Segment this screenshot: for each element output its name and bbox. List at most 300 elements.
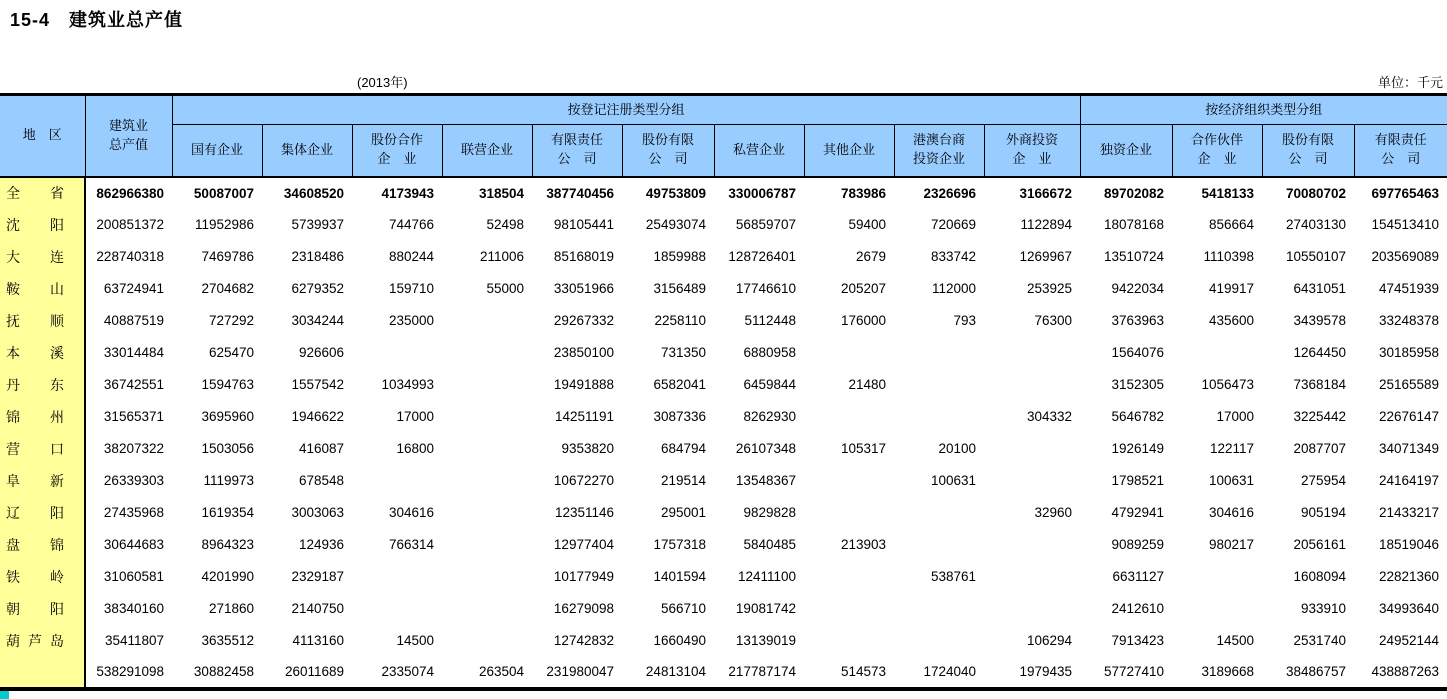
- value-cell: 52498: [486, 217, 524, 232]
- value-cell: 128726401: [728, 249, 796, 264]
- value-cell: 793: [953, 313, 976, 328]
- value-cell: 31565371: [103, 409, 164, 424]
- region-cell: 大连: [0, 241, 85, 273]
- value-cell: 6459844: [743, 377, 796, 392]
- value-cell: 32960: [1034, 505, 1073, 520]
- value-cell: 271860: [208, 601, 254, 616]
- value-cell: 36742551: [103, 377, 164, 392]
- value-cell: 6431051: [1293, 281, 1347, 296]
- value-cell: [984, 369, 1080, 401]
- region-cell: 丹东: [0, 369, 85, 401]
- value-cell: 3189668: [1201, 664, 1255, 679]
- value-cell: 538761: [930, 569, 976, 584]
- value-cell: 16800: [396, 441, 434, 456]
- page-header: [0, 0, 1447, 93]
- value-cell: [442, 625, 532, 657]
- table-row: [0, 465, 1447, 497]
- value-cell: 27403130: [1285, 217, 1347, 232]
- value-cell: 5112448: [744, 313, 796, 328]
- region-cell: 锦州: [0, 401, 85, 433]
- value-cell: 304332: [1026, 409, 1073, 424]
- value-cell: 6631127: [1112, 569, 1165, 584]
- col-header-private: 私营企业: [714, 125, 804, 177]
- value-cell: 10550107: [1285, 249, 1347, 264]
- value-cell: 1946622: [291, 409, 344, 424]
- value-cell: 862966380: [96, 185, 164, 201]
- value-cell: 926606: [298, 345, 344, 360]
- col-header-partnership: 合作伙伴 企 业: [1172, 125, 1262, 177]
- value-cell: 159710: [388, 281, 434, 296]
- value-cell: [804, 465, 894, 497]
- value-cell: 2679: [855, 249, 886, 264]
- value-cell: [352, 561, 442, 593]
- value-cell: 50087007: [193, 185, 254, 201]
- value-cell: 5840485: [743, 537, 796, 552]
- value-cell: [442, 433, 532, 465]
- value-cell: 2704682: [201, 281, 254, 296]
- value-cell: 304616: [1208, 505, 1255, 520]
- value-cell: 1269967: [1019, 249, 1073, 264]
- value-cell: 980217: [1208, 537, 1255, 552]
- value-cell: [894, 369, 984, 401]
- value-cell: [984, 337, 1080, 369]
- value-cell: 2329187: [291, 569, 344, 584]
- value-cell: 8964323: [201, 537, 254, 552]
- value-cell: 1122894: [1020, 217, 1073, 232]
- region-cell: 抚顺: [0, 305, 85, 337]
- value-cell: 34071349: [1378, 441, 1440, 456]
- col-header-share-cooperative: 股份合作 企 业: [352, 125, 442, 177]
- value-cell: 213903: [840, 537, 886, 552]
- value-cell: [984, 465, 1080, 497]
- value-cell: 16279098: [553, 601, 614, 616]
- col-header-state-owned: 国有企业: [172, 125, 262, 177]
- value-cell: 122117: [1210, 441, 1255, 456]
- value-cell: 1859988: [653, 249, 706, 264]
- value-cell: [894, 401, 984, 433]
- value-cell: 14251191: [554, 409, 614, 424]
- value-cell: [442, 305, 532, 337]
- value-cell: 4113160: [292, 633, 344, 648]
- value-cell: 12411100: [737, 569, 796, 584]
- table-row: [0, 177, 1447, 209]
- value-cell: 33014484: [103, 345, 164, 360]
- table-row: [0, 369, 1447, 401]
- value-cell: 105317: [840, 441, 886, 456]
- value-cell: 124936: [298, 537, 344, 552]
- region-cell: 沈阳: [0, 209, 85, 241]
- value-cell: 697765463: [1371, 185, 1440, 201]
- value-cell: 3003063: [291, 505, 344, 520]
- col-header-other: 其他企业: [804, 125, 894, 177]
- value-cell: 438887263: [1371, 664, 1440, 679]
- value-cell: [804, 625, 894, 657]
- value-cell: 219514: [660, 473, 706, 488]
- value-cell: 387740456: [546, 185, 614, 201]
- value-cell: 13139019: [735, 633, 796, 648]
- value-cell: 880244: [388, 249, 434, 264]
- value-cell: 625470: [208, 345, 254, 360]
- value-cell: 514573: [840, 664, 886, 679]
- value-cell: 200851372: [96, 217, 164, 232]
- value-cell: [442, 497, 532, 529]
- value-cell: 21480: [848, 377, 886, 392]
- value-cell: 1564076: [1111, 345, 1165, 360]
- value-cell: 47451939: [1378, 281, 1440, 296]
- region-cell: 营口: [0, 433, 85, 465]
- table-row: [0, 209, 1447, 241]
- value-cell: 5418133: [1201, 185, 1255, 201]
- value-cell: 56859707: [735, 217, 796, 232]
- value-cell: 176000: [840, 313, 886, 328]
- value-cell: 76300: [1034, 313, 1073, 328]
- value-cell: 3156489: [653, 281, 706, 296]
- value-cell: 783986: [840, 185, 886, 201]
- value-cell: 6582041: [653, 377, 706, 392]
- region-cell: 辽阳: [0, 497, 85, 529]
- value-cell: 766314: [388, 537, 434, 552]
- value-cell: 33051966: [553, 281, 614, 296]
- value-cell: [804, 593, 894, 625]
- col-header-sole-proprietorship: 独资企业: [1080, 125, 1172, 177]
- value-cell: 933910: [1300, 601, 1347, 616]
- sheet-corner-artifact: [0, 691, 9, 699]
- region-cell: 盘锦: [0, 529, 85, 561]
- page-title: 15-4 建筑业总产值: [10, 10, 184, 30]
- value-cell: 235000: [388, 313, 434, 328]
- value-cell: 19081742: [735, 601, 796, 616]
- value-cell: 205207: [840, 281, 886, 296]
- value-cell: 14500: [396, 633, 434, 648]
- col-header-hk-macao-taiwan: 港澳台商 投资企业: [894, 125, 984, 177]
- value-cell: 419917: [1208, 281, 1255, 296]
- value-cell: 1503056: [201, 441, 254, 456]
- value-cell: 1660490: [653, 633, 706, 648]
- value-cell: 1401594: [653, 569, 706, 584]
- table-row: [0, 625, 1447, 657]
- value-cell: 10177949: [553, 569, 614, 584]
- value-cell: 684794: [660, 441, 706, 456]
- value-cell: 7368184: [1293, 377, 1347, 392]
- value-cell: 24952144: [1378, 633, 1440, 648]
- value-cell: 9353820: [561, 441, 614, 456]
- value-cell: 24164197: [1378, 473, 1440, 488]
- value-cell: [1172, 593, 1262, 625]
- table-header: [0, 95, 1447, 177]
- table-row: [0, 561, 1447, 593]
- value-cell: 11952986: [194, 217, 254, 232]
- value-cell: 12977404: [553, 537, 614, 552]
- region-cell: 朝阳: [0, 593, 85, 625]
- value-cell: [352, 337, 442, 369]
- value-cell: 29267332: [553, 313, 614, 328]
- value-cell: 100631: [1208, 473, 1255, 488]
- value-cell: [442, 369, 532, 401]
- value-cell: 2140750: [291, 601, 344, 616]
- value-cell: [984, 433, 1080, 465]
- value-cell: 1724040: [923, 664, 976, 679]
- value-cell: 1594763: [201, 377, 254, 392]
- value-cell: [442, 337, 532, 369]
- value-cell: 275954: [1300, 473, 1347, 488]
- value-cell: 25493074: [645, 217, 706, 232]
- value-cell: 744766: [388, 217, 434, 232]
- value-cell: 833742: [930, 249, 976, 264]
- col-header-limited-liability-econ: 有限责任 公 司: [1354, 125, 1447, 177]
- value-cell: 304616: [388, 505, 434, 520]
- value-cell: 12742832: [553, 633, 614, 648]
- value-cell: [894, 593, 984, 625]
- table-body: [0, 177, 1447, 689]
- table-row: [0, 529, 1447, 561]
- value-cell: 1798521: [1111, 473, 1165, 488]
- value-cell: 18078168: [1103, 217, 1165, 232]
- value-cell: 26107348: [735, 441, 796, 456]
- year-subtitle: (2013年): [357, 75, 408, 90]
- region-cell: 阜新: [0, 465, 85, 497]
- value-cell: 9089259: [1111, 537, 1165, 552]
- value-cell: 26339303: [103, 473, 164, 488]
- value-cell: 3695960: [201, 409, 254, 424]
- value-cell: 22821360: [1378, 569, 1440, 584]
- value-cell: 89702082: [1103, 185, 1165, 201]
- value-cell: 6880958: [743, 345, 796, 360]
- table-row: [0, 241, 1447, 273]
- value-cell: 2318486: [291, 249, 344, 264]
- value-cell: 2326696: [923, 185, 976, 201]
- value-cell: 1034993: [381, 377, 434, 392]
- col-header-share-holding: 股份有限 公 司: [622, 125, 714, 177]
- value-cell: [804, 337, 894, 369]
- value-cell: 38486757: [1285, 664, 1347, 679]
- value-cell: 6279352: [291, 281, 344, 296]
- value-cell: 1926149: [1111, 441, 1165, 456]
- value-cell: 3439578: [1293, 313, 1347, 328]
- value-cell: 55000: [486, 281, 524, 296]
- value-cell: 30185958: [1378, 345, 1440, 360]
- group-header-registration-type: 按登记注册类型分组: [172, 95, 1080, 125]
- value-cell: 1110398: [1203, 249, 1255, 264]
- value-cell: 435600: [1208, 313, 1255, 328]
- value-cell: 154513410: [1371, 217, 1440, 232]
- table-row: [0, 273, 1447, 305]
- value-cell: [894, 337, 984, 369]
- value-cell: [984, 561, 1080, 593]
- value-cell: 35411807: [104, 633, 164, 648]
- value-cell: 38207322: [103, 441, 164, 456]
- value-cell: 720669: [930, 217, 976, 232]
- value-cell: 1619354: [201, 505, 254, 520]
- value-cell: 330006787: [728, 185, 796, 201]
- value-cell: 24813104: [645, 664, 706, 679]
- value-cell: 98105441: [553, 217, 614, 232]
- value-cell: 19491888: [553, 377, 614, 392]
- value-cell: 2412610: [1111, 601, 1165, 616]
- value-cell: 25165589: [1378, 377, 1440, 392]
- value-cell: [1172, 561, 1262, 593]
- value-cell: [442, 593, 532, 625]
- value-cell: 10672270: [553, 473, 614, 488]
- value-cell: 33248378: [1378, 313, 1440, 328]
- value-cell: 49753809: [645, 185, 706, 201]
- region-column-header: 地 区: [0, 95, 85, 177]
- col-header-foreign-invested: 外商投资 企 业: [984, 125, 1080, 177]
- value-cell: 228740318: [96, 249, 164, 264]
- value-cell: 12351146: [554, 505, 614, 520]
- value-cell: 905194: [1300, 505, 1347, 520]
- value-cell: 30644683: [103, 537, 164, 552]
- total-output-column-header: 建筑业 总产值: [85, 95, 172, 177]
- value-cell: 17000: [396, 409, 434, 424]
- value-cell: 57727410: [1103, 664, 1165, 679]
- value-cell: 1979435: [1019, 664, 1073, 679]
- unit-note: 单位：千元: [1377, 75, 1443, 90]
- value-cell: 253925: [1026, 281, 1073, 296]
- group-header-row: [0, 95, 1447, 125]
- table-row: [0, 433, 1447, 465]
- value-cell: 295001: [660, 505, 706, 520]
- region-cell: 葫芦岛: [0, 625, 85, 657]
- value-cell: 211006: [479, 249, 524, 264]
- table-row: [0, 401, 1447, 433]
- value-cell: 100631: [930, 473, 976, 488]
- value-cell: 20100: [938, 441, 976, 456]
- value-cell: [984, 529, 1080, 561]
- value-cell: [894, 625, 984, 657]
- region-cell: 全省: [0, 177, 85, 209]
- value-cell: 7469786: [201, 249, 254, 264]
- value-cell: [804, 561, 894, 593]
- value-cell: 1557542: [291, 377, 344, 392]
- value-cell: [804, 401, 894, 433]
- value-cell: [442, 401, 532, 433]
- table-row: [0, 497, 1447, 529]
- value-cell: 856664: [1208, 217, 1255, 232]
- value-cell: [352, 465, 442, 497]
- value-cell: 731350: [660, 345, 706, 360]
- value-cell: 3166672: [1019, 185, 1073, 201]
- value-cell: 34608520: [283, 185, 344, 201]
- value-cell: 38340160: [103, 601, 164, 616]
- value-cell: 112000: [931, 281, 976, 296]
- region-cell: [0, 657, 85, 689]
- value-cell: 263504: [478, 664, 524, 679]
- value-cell: 106294: [1026, 633, 1073, 648]
- value-cell: 59400: [848, 217, 886, 232]
- value-cell: 416087: [298, 441, 344, 456]
- value-cell: 22676147: [1378, 409, 1440, 424]
- value-cell: [442, 529, 532, 561]
- value-cell: 2335074: [381, 664, 434, 679]
- value-cell: 31060581: [103, 569, 164, 584]
- value-cell: 30882458: [193, 664, 254, 679]
- table-row: [0, 657, 1447, 689]
- region-cell: 鞍山: [0, 273, 85, 305]
- value-cell: 26011689: [284, 664, 344, 679]
- value-cell: 4201990: [201, 569, 254, 584]
- col-header-share-holding-econ: 股份有限 公 司: [1262, 125, 1354, 177]
- value-cell: 17746610: [735, 281, 796, 296]
- construction-output-table: [0, 93, 1447, 691]
- value-cell: 1608094: [1293, 569, 1347, 584]
- value-cell: 1119973: [203, 473, 254, 488]
- value-cell: [442, 465, 532, 497]
- value-cell: 566710: [660, 601, 706, 616]
- value-cell: 18519046: [1378, 537, 1440, 552]
- value-cell: 7913423: [1111, 633, 1165, 648]
- value-cell: 3763963: [1111, 313, 1165, 328]
- value-cell: 217787174: [728, 664, 796, 679]
- value-cell: 678548: [298, 473, 344, 488]
- value-cell: 63724941: [103, 281, 164, 296]
- table-row: [0, 337, 1447, 369]
- value-cell: [352, 593, 442, 625]
- value-cell: [442, 561, 532, 593]
- value-cell: 2056161: [1293, 537, 1347, 552]
- value-cell: 318504: [478, 185, 524, 201]
- value-cell: 9422034: [1111, 281, 1165, 296]
- value-cell: 1056473: [1201, 377, 1255, 392]
- value-cell: 231980047: [546, 664, 614, 679]
- value-cell: 203569089: [1371, 249, 1440, 264]
- value-cell: 17000: [1216, 409, 1255, 424]
- value-cell: 14500: [1216, 633, 1255, 648]
- value-cell: [1172, 337, 1262, 369]
- value-cell: 2531740: [1293, 633, 1347, 648]
- value-cell: 4173943: [381, 185, 434, 201]
- value-cell: 9829828: [743, 505, 796, 520]
- value-cell: [984, 593, 1080, 625]
- value-cell: 2087707: [1293, 441, 1347, 456]
- value-cell: 40887519: [103, 313, 164, 328]
- value-cell: 3087336: [653, 409, 706, 424]
- value-cell: 13510724: [1103, 249, 1165, 264]
- value-cell: 21433217: [1378, 505, 1440, 520]
- table-row: [0, 593, 1447, 625]
- table-row: [0, 305, 1447, 337]
- value-cell: [804, 497, 894, 529]
- value-cell: 3034244: [291, 313, 344, 328]
- value-cell: [894, 529, 984, 561]
- region-cell: 铁岭: [0, 561, 85, 593]
- value-cell: 727292: [208, 313, 254, 328]
- value-cell: 23850100: [553, 345, 614, 360]
- group-header-economic-type: 按经济组织类型分组: [1080, 95, 1447, 125]
- value-cell: 34993640: [1378, 601, 1440, 616]
- value-cell: 5739937: [291, 217, 344, 232]
- col-header-joint-operation: 联营企业: [442, 125, 532, 177]
- value-cell: 1757318: [653, 537, 706, 552]
- value-cell: 3152305: [1111, 377, 1165, 392]
- value-cell: 3635512: [201, 633, 254, 648]
- value-cell: 27435968: [103, 505, 164, 520]
- value-cell: 5646782: [1111, 409, 1165, 424]
- value-cell: 85168019: [553, 249, 614, 264]
- value-cell: 13548367: [735, 473, 796, 488]
- col-header-limited-liability: 有限责任 公 司: [532, 125, 622, 177]
- value-cell: 1264450: [1293, 345, 1347, 360]
- value-cell: 538291098: [96, 664, 164, 679]
- value-cell: 70080702: [1285, 185, 1347, 201]
- value-cell: 2258110: [654, 313, 706, 328]
- value-cell: [894, 497, 984, 529]
- value-cell: 4792941: [1111, 505, 1165, 520]
- value-cell: 8262930: [743, 409, 796, 424]
- region-cell: 本溪: [0, 337, 85, 369]
- col-header-collective: 集体企业: [262, 125, 352, 177]
- column-name-row: [0, 125, 1447, 177]
- value-cell: 3225442: [1293, 409, 1347, 424]
